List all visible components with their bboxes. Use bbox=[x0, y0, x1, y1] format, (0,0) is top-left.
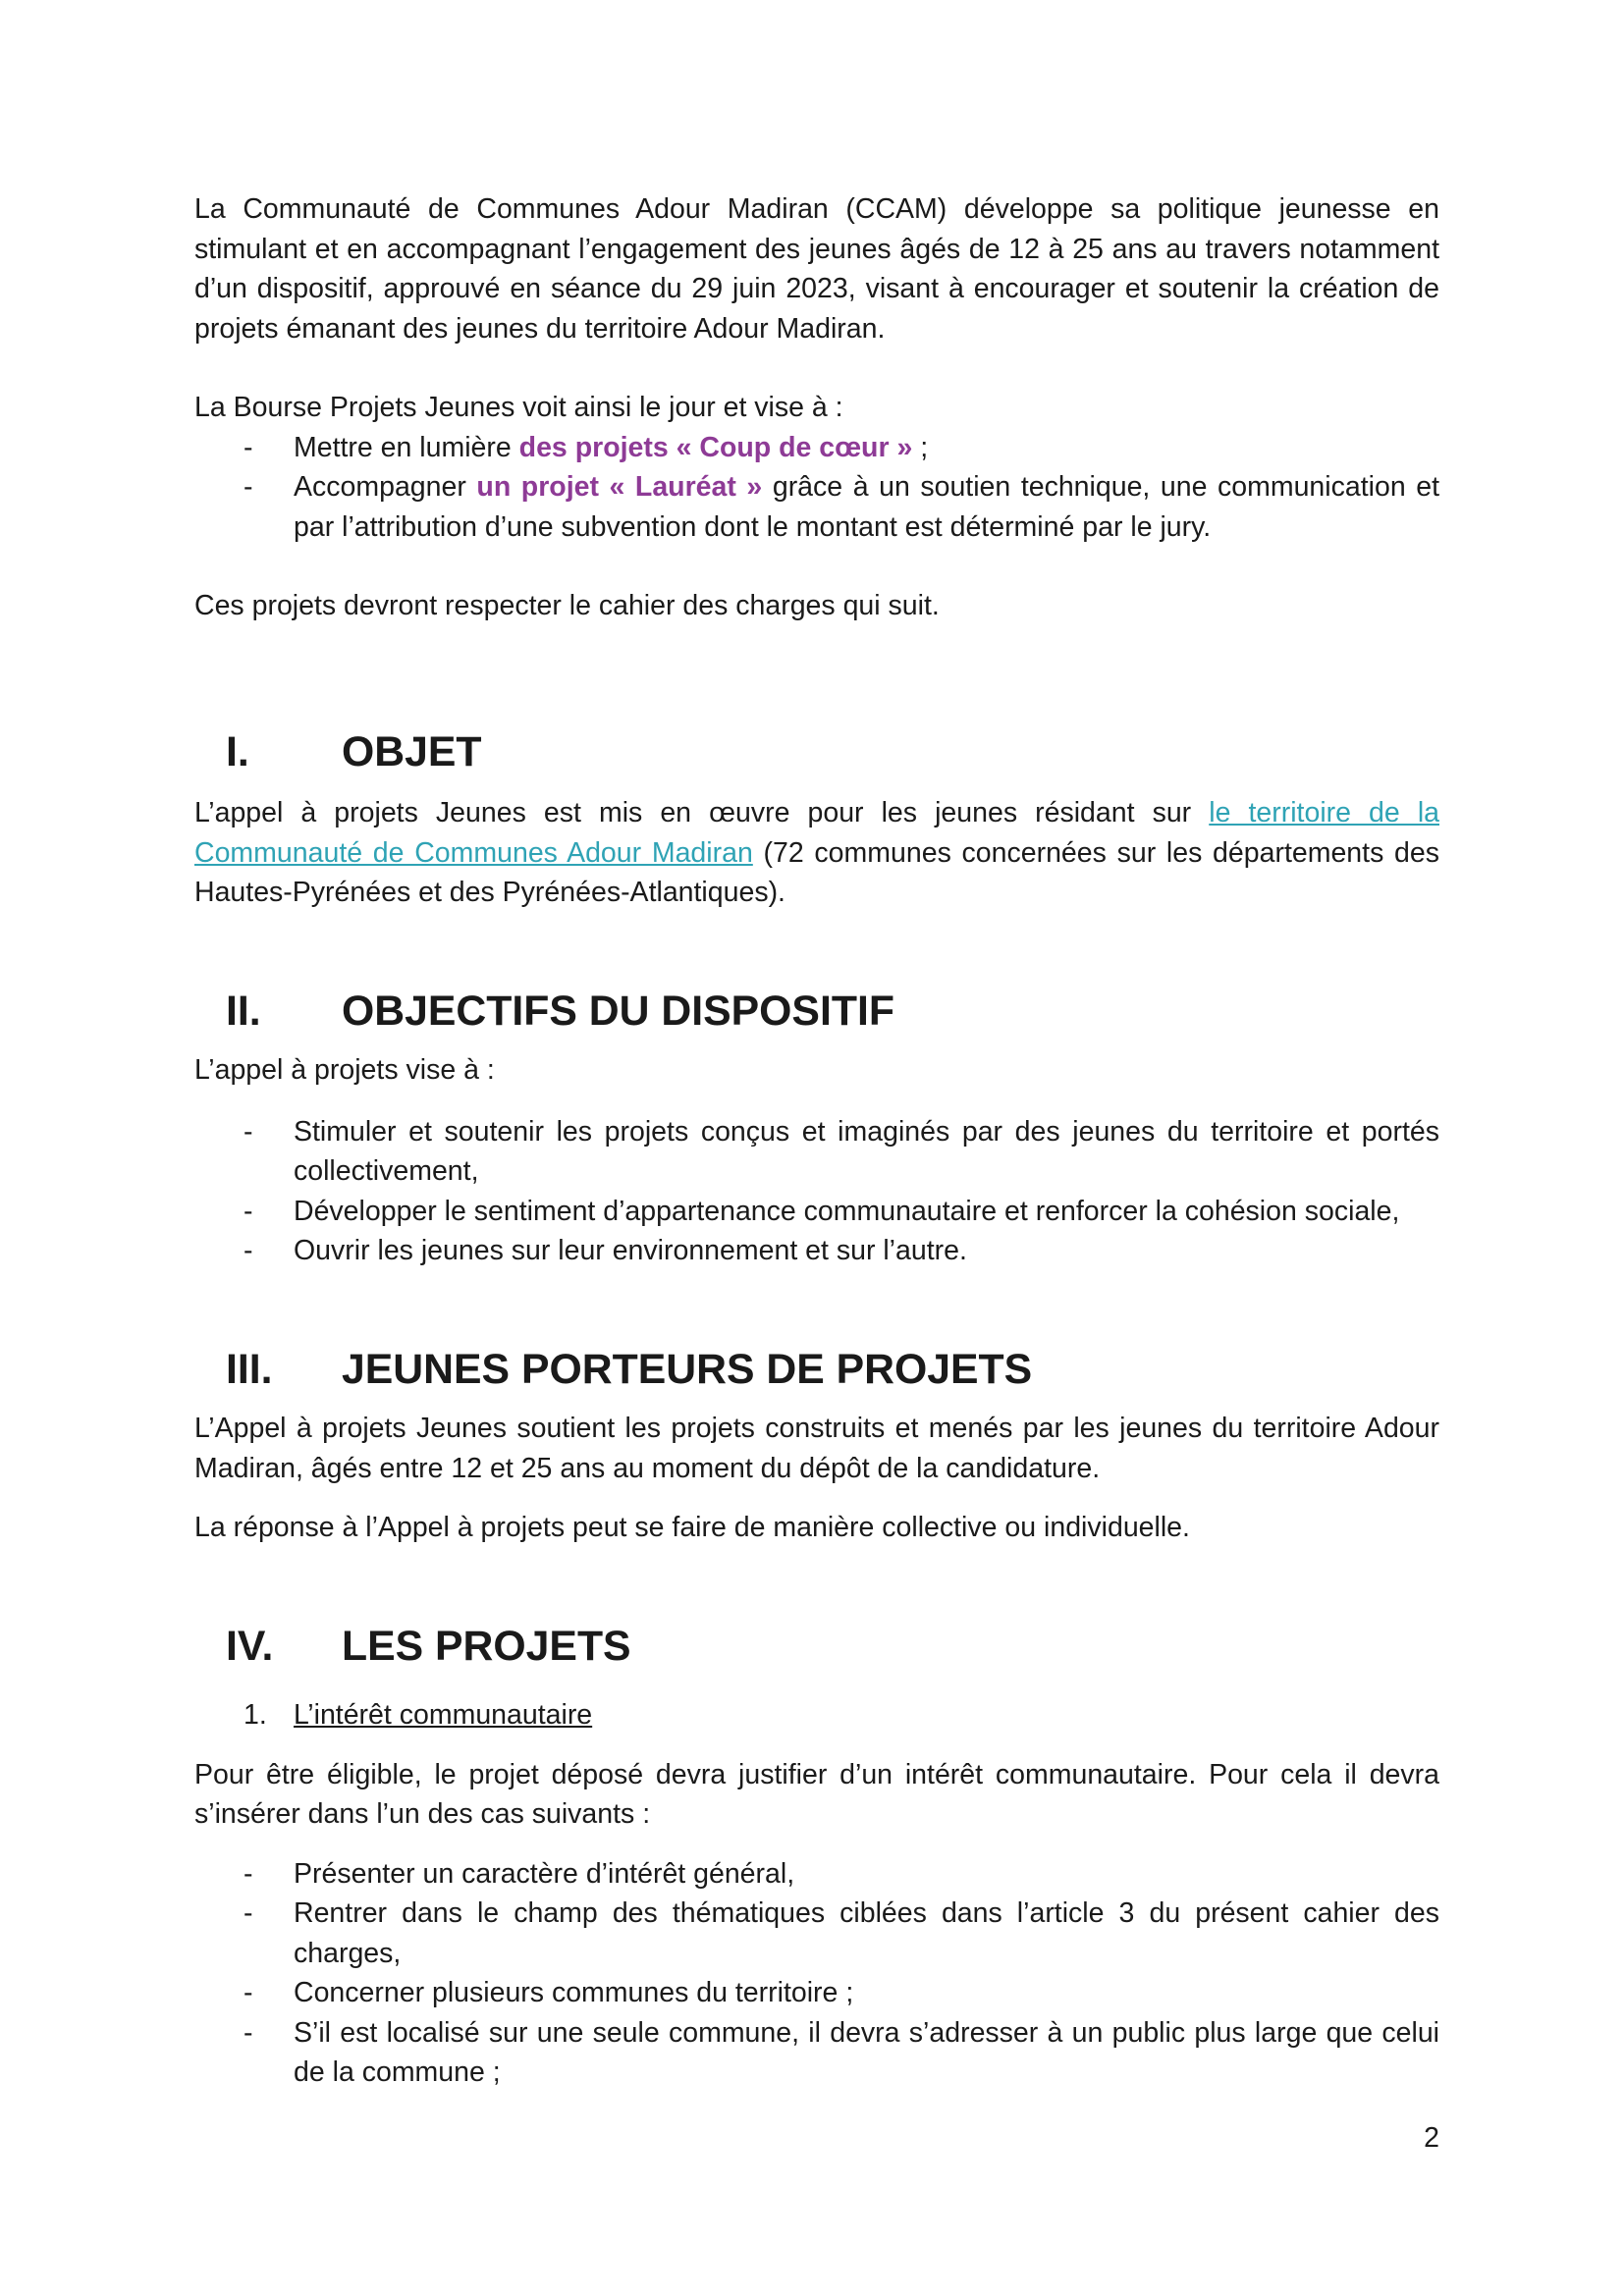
intro-paragraph: La Communauté de Communes Adour Madiran (CCAM) développe sa politique jeunesse en stimulant et en accompagnant l’engagement des jeunes âgés de 12 à 25 ans au travers notamment d’un dispositif, approuvé en séance du 29 juin 2023, visant à encourager et soutenir la création de projets émanant des jeunes du territoire Adour Madiran. bbox=[194, 193, 1439, 345]
section-heading-objectifs bbox=[194, 987, 1439, 1035]
list-item: - S’il est localisé sur une seule commune, il devra s’adresser à un public plus large que celui de la commune ; bbox=[194, 2013, 1439, 2093]
section-heading-porteurs bbox=[194, 1345, 1439, 1393]
intro-lead: La Bourse Projets Jeunes voit ainsi le jour et vise à : bbox=[194, 392, 843, 423]
list-item: - Accompagner un projet « Lauréat » grâce à un soutien technique, une communication et par l’attribution d’une subvention dont le montant est déterminé par le jury. bbox=[194, 467, 1439, 547]
subsection-number: 1. bbox=[244, 1699, 267, 1731]
section-title: LES PROJETS bbox=[342, 1622, 631, 1670]
page-content bbox=[194, 189, 1439, 2093]
list-item: - Concerner plusieurs communes du territoire ; bbox=[194, 1973, 1439, 2013]
list-item: - Stimuler et soutenir les projets conçus et imaginés par des jeunes du territoire et portés collectivement, bbox=[194, 1112, 1439, 1192]
bullet-dash: - bbox=[244, 2016, 253, 2049]
list-item: - Ouvrir les jeunes sur leur environnement et sur l’autre. bbox=[194, 1231, 1439, 1271]
section-number: IV. bbox=[226, 1622, 274, 1670]
subsection-title: L’intérêt communautaire bbox=[294, 1699, 593, 1731]
objectifs-bullet-list bbox=[194, 1112, 1439, 1271]
section-number: III. bbox=[226, 1345, 273, 1393]
subsection-heading-interet bbox=[194, 1695, 1439, 1735]
coup-de-coeur-highlight: des projets « Coup de cœur » bbox=[518, 431, 913, 463]
page-number: 2 bbox=[1424, 2122, 1439, 2154]
bullet-dash: - bbox=[244, 1115, 253, 1148]
bullet-dash: - bbox=[244, 1977, 253, 2008]
porteurs-paragraph-2: La réponse à l’Appel à projets peut se faire de manière collective ou individuelle. bbox=[194, 1512, 1190, 1543]
section-heading-projets bbox=[194, 1622, 1439, 1670]
list-item: - Développer le sentiment d’appartenance communautaire et renforcer la cohésion sociale, bbox=[194, 1192, 1439, 1232]
territoire-ccam-link[interactable]: le territoire de la Communauté de Communes Adour Madiran bbox=[194, 797, 1439, 869]
bullet-dash: - bbox=[244, 1857, 253, 1890]
bullet-dash: - bbox=[244, 471, 253, 503]
projets-bullet-list bbox=[194, 1854, 1439, 2093]
intro-bullet-list bbox=[194, 428, 1439, 548]
list-item: - Mettre en lumière des projets « Coup de cœur » ; bbox=[194, 428, 1439, 468]
bullet-dash: - bbox=[244, 431, 253, 463]
section-title: JEUNES PORTEURS DE PROJETS bbox=[342, 1345, 1033, 1393]
objectifs-lead: L’appel à projets vise à : bbox=[194, 1054, 495, 1086]
porteurs-paragraph-1: L’Appel à projets Jeunes soutient les projets construits et menés par les jeunes du territoire Adour Madiran, âgés entre 12 et 25 ans au moment du dépôt de la candidature. bbox=[194, 1413, 1439, 1484]
objet-paragraph: L’appel à projets Jeunes est mis en œuvre pour les jeunes résidant sur le territoire de la Communauté de Communes Adour Madiran (72 communes concernées sur les départements des Hautes-Pyrénées et des Pyrénées-Atlantiques). bbox=[194, 797, 1439, 908]
section-number: I. bbox=[226, 727, 249, 775]
section-title: OBJET bbox=[342, 727, 482, 775]
section-title: OBJECTIFS DU DISPOSITIF bbox=[342, 987, 894, 1035]
list-item: - Présenter un caractère d’intérêt général, bbox=[194, 1854, 1439, 1895]
laureat-highlight: un projet « Lauréat » bbox=[476, 471, 763, 503]
intro-closing: Ces projets devront respecter le cahier des charges qui suit. bbox=[194, 590, 940, 621]
section-heading-objet bbox=[194, 727, 1439, 775]
list-item: - Rentrer dans le champ des thématiques ciblées dans l’article 3 du présent cahier des charges, bbox=[194, 1894, 1439, 1973]
bullet-dash: - bbox=[244, 1235, 253, 1266]
projets-lead: Pour être éligible, le projet déposé devra justifier d’un intérêt communautaire. Pour cela il devra s’insérer dans l’un des cas suivants : bbox=[194, 1758, 1439, 1830]
section-number: II. bbox=[226, 987, 261, 1035]
bullet-dash: - bbox=[244, 1897, 253, 1929]
bullet-dash: - bbox=[244, 1195, 253, 1227]
